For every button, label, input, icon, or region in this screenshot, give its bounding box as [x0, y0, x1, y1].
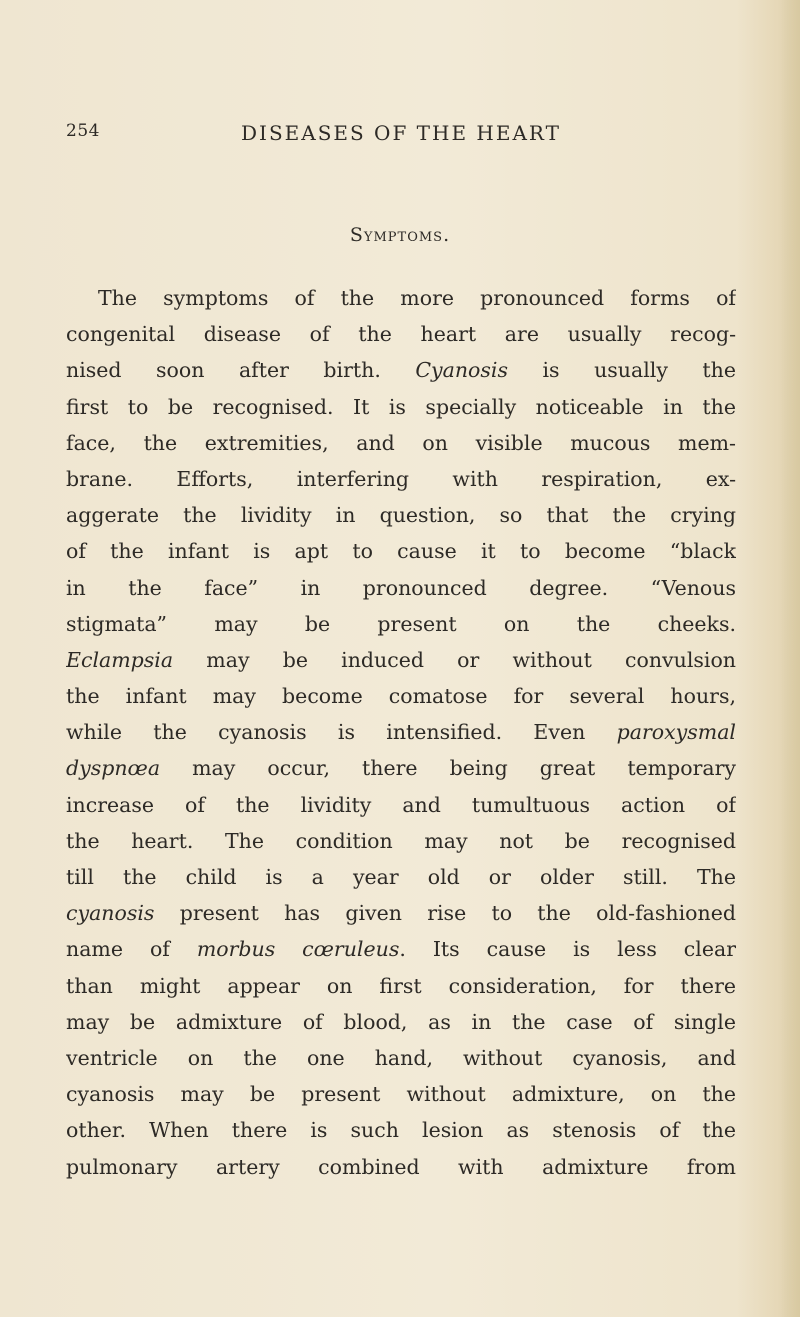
- text-line: [66, 461, 736, 497]
- italic-term: Cyanosis: [415, 358, 508, 383]
- text-run: increase of the lividity and tumultuous action of: [66, 792, 736, 817]
- text-run: brane. Efforts, interfering with respiration, ex-: [66, 466, 736, 491]
- text-run: the heart. The condition may not be recognised: [66, 828, 736, 853]
- text-run: nised soon after birth.: [66, 358, 416, 383]
- text-line: [66, 859, 736, 895]
- text-line: [66, 750, 736, 786]
- text-run: first to be recognised. It is specially noticeable in the: [66, 394, 736, 419]
- text-line: [66, 895, 736, 931]
- text-line: [66, 533, 736, 569]
- text-run: . Its cause is less clear: [399, 937, 736, 962]
- text-line: [66, 1040, 736, 1076]
- text-run: face, the extremities, and on visible mucous mem-: [66, 430, 736, 455]
- text-run: the infant may become comatose for several hours,: [66, 684, 736, 709]
- text-run: may be admixture of blood, as in the case of single: [66, 1009, 736, 1034]
- text-line: [66, 570, 736, 606]
- text-line: [66, 389, 736, 425]
- body-text: [66, 280, 736, 1185]
- text-line: [66, 352, 736, 388]
- text-run: stigmata” may be present on the cheeks.: [66, 611, 736, 636]
- text-line: [66, 425, 736, 461]
- section-heading: Symptoms.: [349, 224, 451, 246]
- text-run: till the child is a year old or older still. The: [66, 865, 736, 889]
- text-line: [66, 1149, 736, 1185]
- text-line: [66, 968, 736, 1004]
- text-line: [66, 931, 736, 967]
- text-line: [66, 1076, 736, 1112]
- page-number: 254: [66, 121, 100, 141]
- text-line: [66, 1004, 736, 1040]
- page-edge-shadow: [780, 0, 800, 1317]
- text-run: in the face” in pronounced degree. “Venous: [66, 575, 736, 600]
- text-run: may occur, there being great temporary: [160, 756, 736, 781]
- text-line: [66, 280, 736, 316]
- text-run: may be induced or without convulsion: [173, 647, 736, 672]
- text-line: [66, 316, 736, 352]
- text-run: other. When there is such lesion as stenosis of the: [66, 1118, 736, 1143]
- text-run: pulmonary artery combined with admixture from: [66, 1154, 736, 1179]
- text-line: [66, 823, 736, 859]
- text-run: congenital disease of the heart are usually recog-: [66, 322, 736, 347]
- text-run: than might appear on first consideration, for there: [66, 973, 736, 998]
- text-run: aggerate the lividity in question, so that the crying: [66, 503, 736, 528]
- text-line: [66, 606, 736, 642]
- text-run: cyanosis may be present without admixture, on the: [66, 1082, 736, 1107]
- text-line: [66, 678, 736, 714]
- text-line: [66, 787, 736, 823]
- text-line: [66, 642, 736, 678]
- text-run: ventricle on the one hand, without cyanosis, and: [66, 1045, 736, 1070]
- text-run: present has given rise to the old-fashioned: [154, 901, 736, 926]
- text-line: [66, 714, 736, 750]
- text-run: of the infant is apt to cause it to become “black: [66, 539, 736, 564]
- page-header: [66, 121, 736, 151]
- italic-term: dyspnœa: [66, 756, 161, 781]
- text-line: [66, 1112, 736, 1148]
- text-line: [66, 497, 736, 533]
- text-run: name of: [66, 937, 197, 962]
- text-run: is usually the: [508, 358, 736, 383]
- italic-term: morbus cœruleus: [196, 937, 400, 962]
- italic-term: Eclampsia: [66, 647, 174, 672]
- italic-term: paroxysmal: [616, 720, 736, 745]
- italic-term: cyanosis: [66, 901, 155, 926]
- running-title: DISEASES OF THE HEART: [241, 121, 561, 145]
- text-run: The symptoms of the more pronounced forms of: [98, 286, 736, 310]
- text-run: while the cyanosis is intensified. Even: [66, 720, 617, 745]
